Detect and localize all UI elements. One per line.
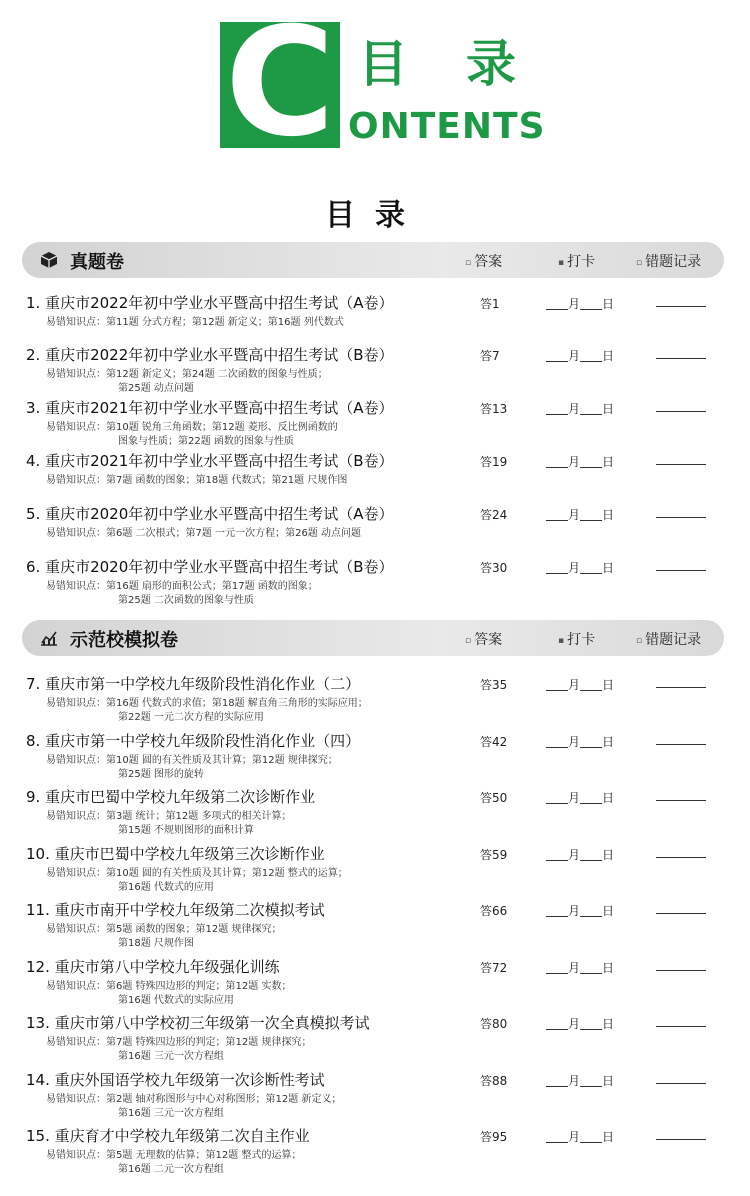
error-points: 易错知识点：第10题 锐角三角函数；第12题 菱形、反比例函数的 图象与性质；第22题 函数的图象与性质 (46, 422, 338, 447)
toc-entry[interactable] (0, 1012, 750, 1064)
error-points: 易错知识点：第16题 代数式的求值；第18题 解直角三角形的实际应用； 第22题 一元二次方程的实际应用 (46, 698, 368, 723)
mistake-record-line[interactable] (656, 358, 706, 359)
error-points: 易错知识点：第16题 扇形的面积公式；第17题 函数的图象； 第25题 二次函数的图象与性质 (46, 581, 318, 606)
error-points: 易错知识点：第12题 新定义；第24题 二次函数的图象与性质； 第25题 动点问题 (46, 369, 328, 394)
column-checkin: ▪ 打卡 (558, 254, 596, 270)
mistake-record-line[interactable] (656, 517, 706, 518)
logo-chinese-title: 目录 (358, 35, 574, 93)
entry-title[interactable]: 7. 重庆市第一中学校九年级阶段性消化作业（二） (26, 675, 361, 693)
toc-entry[interactable] (0, 292, 750, 344)
entry-title[interactable]: 15. 重庆育才中学校九年级第二次自主作业 (26, 1127, 310, 1145)
toc-entry[interactable] (0, 899, 750, 951)
column-checkin: ▪ 打卡 (558, 632, 596, 648)
logo-english-title: ONTENTS (348, 106, 546, 147)
error-points: 易错知识点：第7题 特殊四边形的判定；第12题 规律探究； 第16题 三元一次方程组 (46, 1037, 312, 1062)
entry-title[interactable]: 10. 重庆市巴蜀中学校九年级第三次诊断作业 (26, 845, 325, 863)
column-mistakes: ▫ 错题记录 (636, 632, 702, 648)
answer-page: 答7 (480, 349, 500, 363)
entry-title[interactable]: 5. 重庆市2020年初中学业水平暨高中招生考试（A卷） (26, 505, 394, 523)
toc-entry[interactable] (0, 503, 750, 555)
logo-green-block (220, 0, 340, 170)
toc-entry[interactable] (0, 730, 750, 782)
checkin-date-field[interactable]: 月 日 (546, 400, 614, 417)
column-answer: ▫ 答案 (465, 632, 503, 648)
checkin-date-field[interactable]: 月 日 (546, 902, 614, 919)
answer-page: 答13 (480, 402, 508, 416)
mistake-record-line[interactable] (656, 857, 706, 858)
toc-entry[interactable] (0, 450, 750, 502)
entry-title[interactable]: 11. 重庆市南开中学校九年级第二次模拟考试 (26, 901, 325, 919)
entry-title[interactable]: 14. 重庆外国语学校九年级第一次诊断性考试 (26, 1071, 325, 1089)
answer-page: 答59 (480, 848, 508, 862)
toc-entry[interactable] (0, 397, 750, 449)
mistake-record-line[interactable] (656, 913, 706, 914)
mistake-record-line[interactable] (656, 687, 706, 688)
error-points: 易错知识点：第6题 特殊四边形的判定；第12题 实数； 第16题 代数式的实际应用 (46, 981, 292, 1006)
toc-entry[interactable] (0, 956, 750, 1008)
mistake-record-line[interactable] (656, 744, 706, 745)
entry-title[interactable]: 12. 重庆市第八中学校九年级强化训练 (26, 958, 280, 976)
error-points: 易错知识点：第5题 无理数的估算；第12题 整式的运算； 第16题 二元一次方程组 (46, 1150, 302, 1175)
toc-entry[interactable] (0, 344, 750, 396)
checkin-date-field[interactable]: 月 日 (546, 347, 614, 364)
entry-title[interactable]: 8. 重庆市第一中学校九年级阶段性消化作业（四） (26, 732, 361, 750)
mistake-record-line[interactable] (656, 464, 706, 465)
section-title: 真题卷 (70, 252, 124, 273)
answer-page: 答42 (480, 735, 508, 749)
checkin-date-field[interactable]: 月 日 (546, 1072, 614, 1089)
mistake-record-line[interactable] (656, 411, 706, 412)
error-points: 易错知识点：第10题 圆的有关性质及其计算；第12题 规律探究； 第25题 图形的旋转 (46, 755, 338, 780)
error-points: 易错知识点：第11题 分式方程；第12题 新定义；第16题 列代数式 (46, 317, 344, 328)
toc-entry[interactable] (0, 673, 750, 725)
toc-entry[interactable] (0, 1125, 750, 1177)
entry-title[interactable]: 13. 重庆市第八中学校初三年级第一次全真模拟考试 (26, 1014, 370, 1032)
checkin-date-field[interactable]: 月 日 (546, 959, 614, 976)
error-points: 易错知识点：第7题 函数的图象；第18题 代数式；第21题 尺规作图 (46, 475, 348, 486)
chart-icon (39, 629, 59, 647)
answer-page: 答19 (480, 455, 508, 469)
answer-page: 答50 (480, 791, 508, 805)
answer-page: 答95 (480, 1130, 508, 1144)
error-points: 易错知识点：第6题 二次根式；第7题 一元一次方程；第26题 动点问题 (46, 528, 361, 539)
toc-entry[interactable] (0, 843, 750, 895)
section-title: 示范校模拟卷 (70, 630, 178, 651)
checkin-date-field[interactable]: 月 日 (546, 733, 614, 750)
checkin-date-field[interactable]: 月 日 (546, 453, 614, 470)
logo-letter: C (224, 0, 336, 170)
page-title: 目录 (325, 198, 425, 233)
checkin-date-field[interactable]: 月 日 (546, 676, 614, 693)
toc-entry[interactable] (0, 556, 750, 608)
answer-page: 答80 (480, 1017, 508, 1031)
mistake-record-line[interactable] (656, 800, 706, 801)
checkin-date-field[interactable]: 月 日 (546, 1015, 614, 1032)
error-points: 易错知识点：第2题 轴对称图形与中心对称图形；第12题 新定义； 第16题 三元一次方程组 (46, 1094, 342, 1119)
toc-entry[interactable] (0, 1069, 750, 1121)
checkin-date-field[interactable]: 月 日 (546, 506, 614, 523)
checkin-date-field[interactable]: 月 日 (546, 789, 614, 806)
answer-page: 答30 (480, 561, 508, 575)
error-points: 易错知识点：第10题 圆的有关性质及其计算；第12题 整式的运算； 第16题 代数式的应用 (46, 868, 348, 893)
answer-page: 答88 (480, 1074, 508, 1088)
mistake-record-line[interactable] (656, 1083, 706, 1084)
contents-logo (220, 0, 574, 170)
toc-entry[interactable] (0, 786, 750, 838)
entry-title[interactable]: 2. 重庆市2022年初中学业水平暨高中招生考试（B卷） (26, 346, 394, 364)
cube-icon (39, 251, 59, 269)
error-points: 易错知识点：第3题 统计；第12题 多项式的相关计算； 第15题 不规则图形的面积计算 (46, 811, 292, 836)
mistake-record-line[interactable] (656, 970, 706, 971)
column-answer: ▫ 答案 (465, 254, 503, 270)
mistake-record-line[interactable] (656, 570, 706, 571)
error-points: 易错知识点：第5题 函数的图象；第12题 规律探究； 第18题 尺规作图 (46, 924, 282, 949)
section-header (22, 242, 724, 278)
checkin-date-field[interactable]: 月 日 (546, 846, 614, 863)
mistake-record-line[interactable] (656, 306, 706, 307)
mistake-record-line[interactable] (656, 1026, 706, 1027)
answer-page: 答1 (480, 297, 500, 311)
entry-title[interactable]: 9. 重庆市巴蜀中学校九年级第二次诊断作业 (26, 788, 316, 806)
entry-title[interactable]: 3. 重庆市2021年初中学业水平暨高中招生考试（A卷） (26, 399, 394, 417)
answer-page: 答72 (480, 961, 508, 975)
section-header (22, 620, 724, 656)
entry-title[interactable]: 1. 重庆市2022年初中学业水平暨高中招生考试（A卷） (26, 294, 394, 312)
entry-title[interactable]: 4. 重庆市2021年初中学业水平暨高中招生考试（B卷） (26, 452, 394, 470)
answer-page: 答66 (480, 904, 508, 918)
checkin-date-field[interactable]: 月 日 (546, 295, 614, 312)
answer-page: 答35 (480, 678, 508, 692)
checkin-date-field[interactable]: 月 日 (546, 1128, 614, 1145)
checkin-date-field[interactable]: 月 日 (546, 559, 614, 576)
entry-title[interactable]: 6. 重庆市2020年初中学业水平暨高中招生考试（B卷） (26, 558, 394, 576)
answer-page: 答24 (480, 508, 508, 522)
column-mistakes: ▫ 错题记录 (636, 254, 702, 270)
mistake-record-line[interactable] (656, 1139, 706, 1140)
